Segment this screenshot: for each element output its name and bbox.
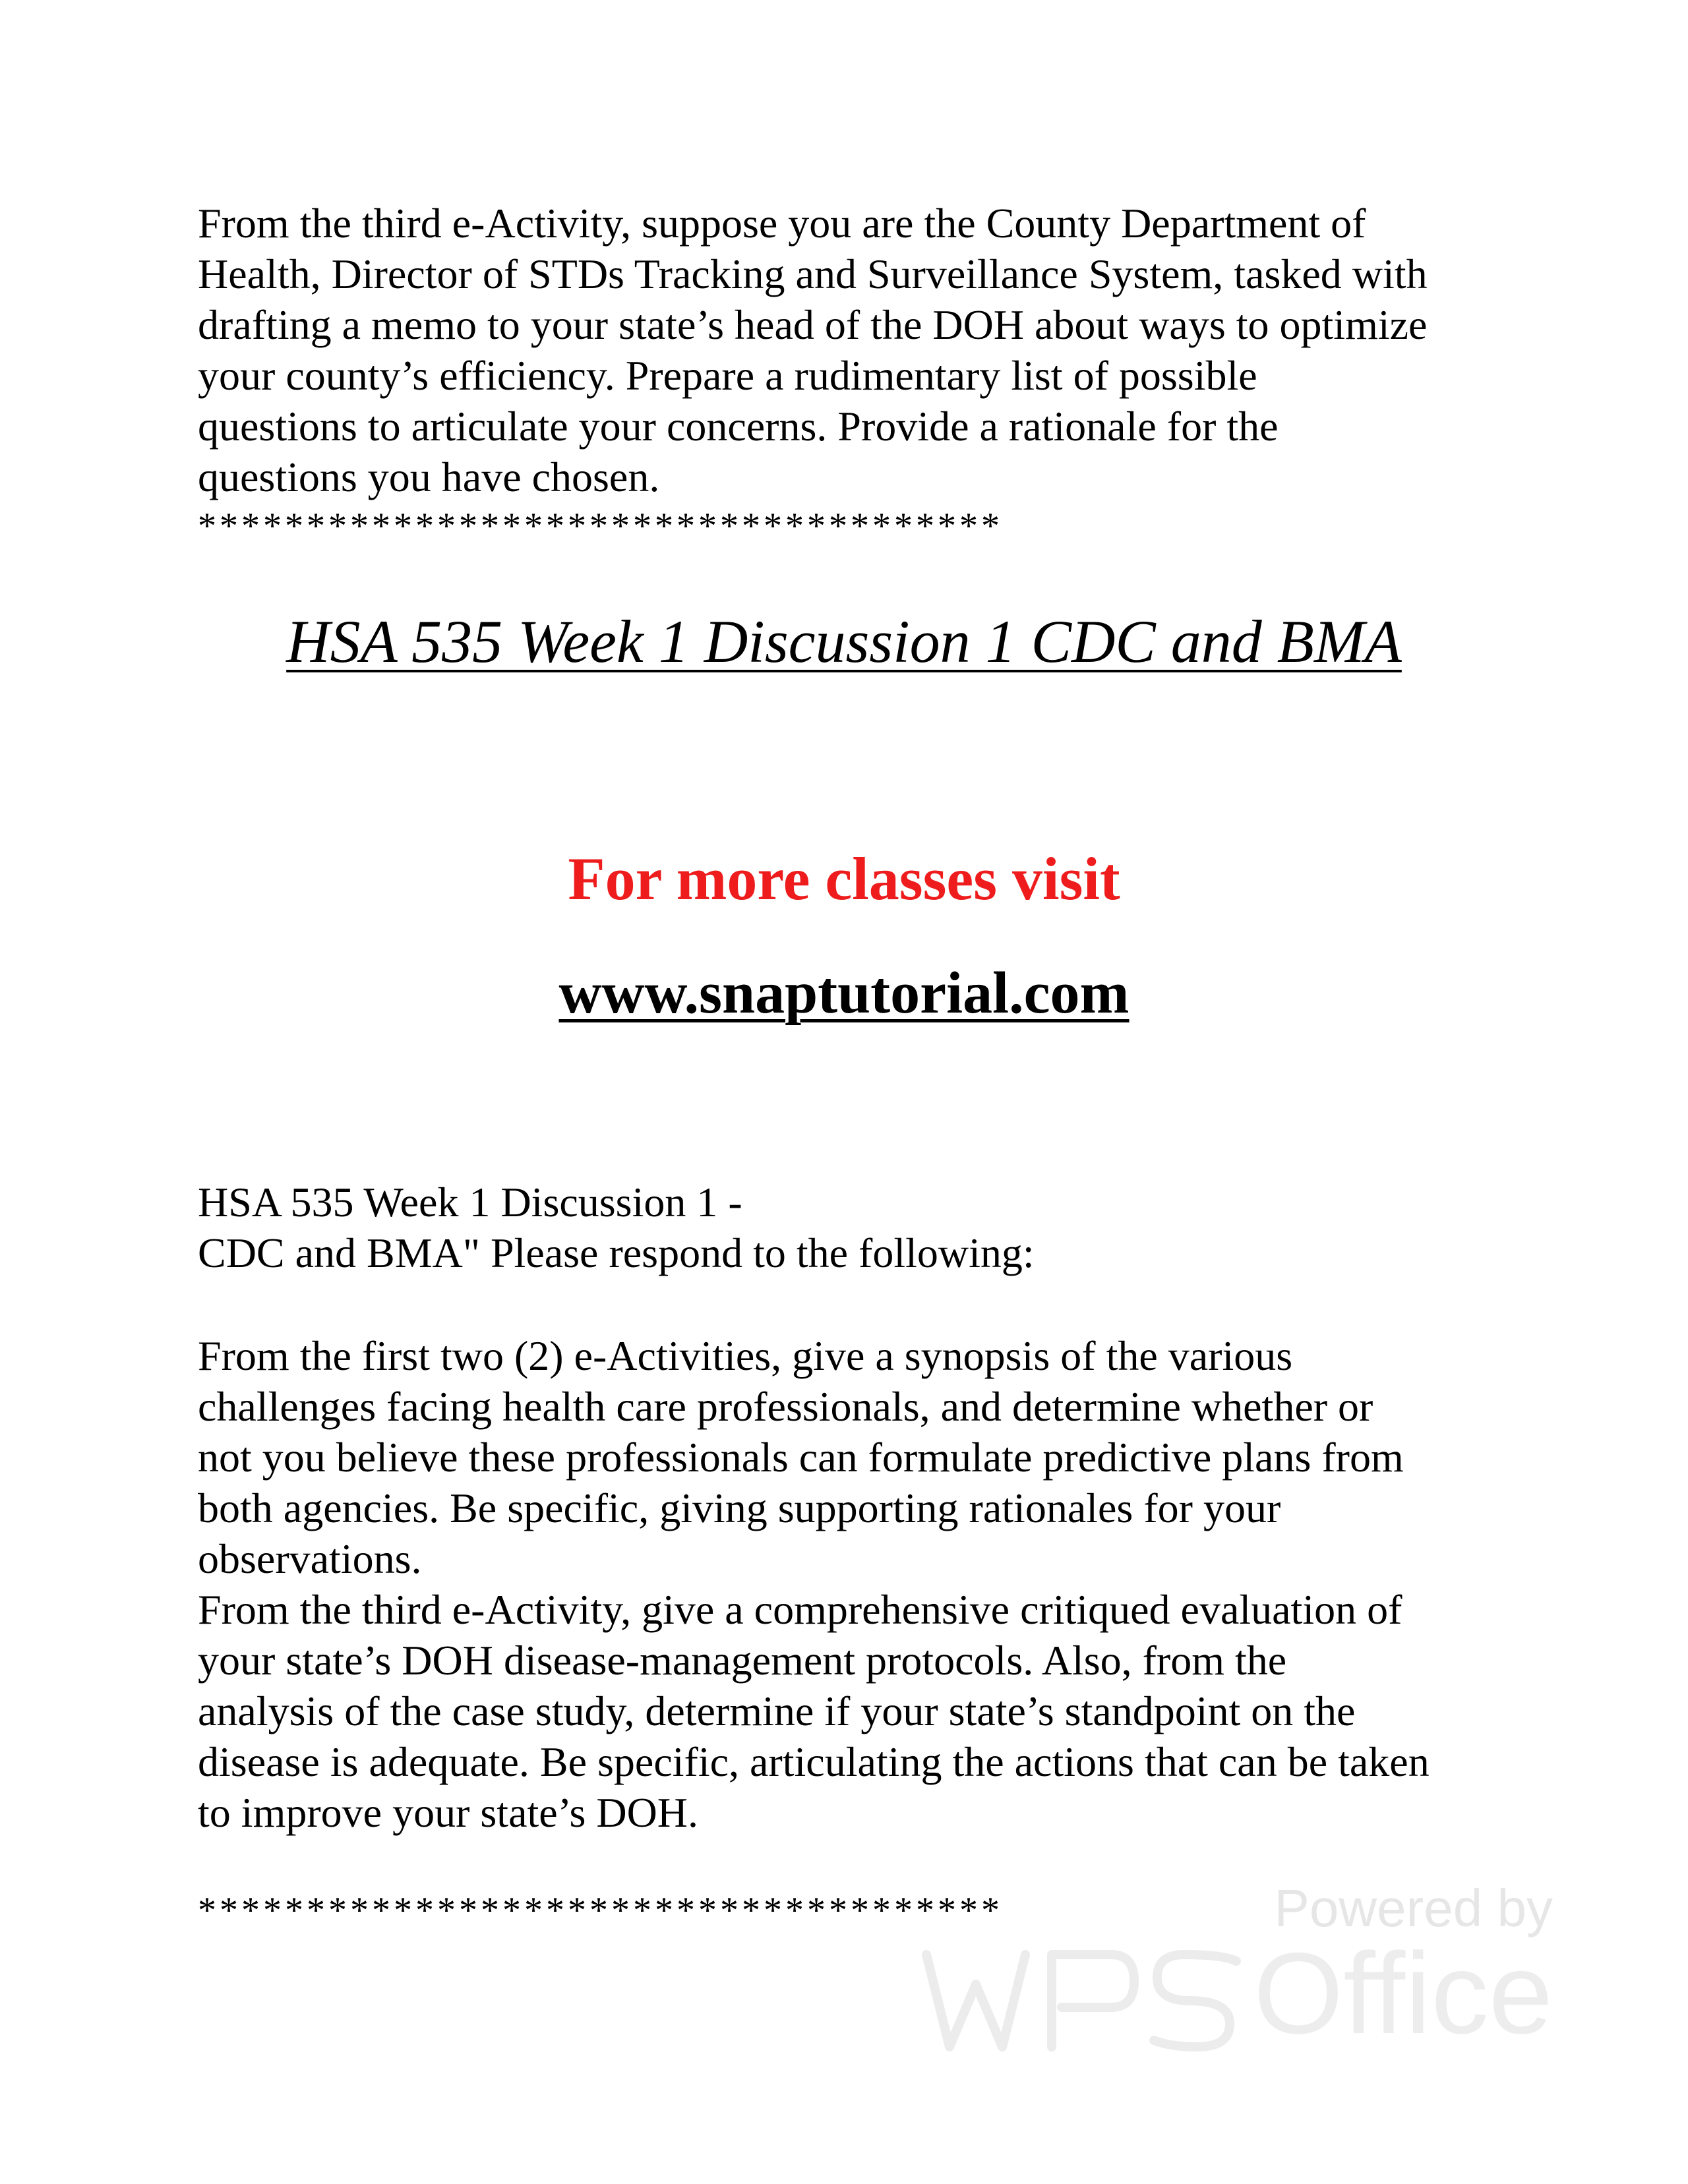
wps-logo-icon (920, 1945, 1250, 2057)
watermark-product: Office (1253, 1930, 1553, 2058)
heading-paragraph: HSA 535 Week 1 Discussion 1 - CDC and BMA" Please respond to the following: (198, 1179, 1035, 1276)
document-title: HSA 535 Week 1 Discussion 1 CDC and BMA (286, 608, 1402, 675)
intro-paragraph: From the third e-Activity, suppose you are the County Department of Health, Director of STDs Tracking and Surveillance System, tasked with drafting a memo to your state’s head of the DOH about ways to optimize your county’s efficiency. Prepare a rudimentary list of possible questions to articulate your concerns. Provide a rationale for the questions you have chosen. (198, 200, 1428, 500)
wps-office-watermark (920, 1879, 1553, 2057)
promo-text: For more classes visit (568, 845, 1120, 912)
separator-bottom: ************************************* (198, 1890, 1003, 1931)
separator-top: ************************************* (198, 506, 1003, 546)
watermark-powered-by: Powered by (1274, 1879, 1553, 1937)
promo-link[interactable]: www.snaptutorial.com (558, 960, 1130, 1026)
body-paragraph: From the first two (2) e-Activities, give a synopsis of the various challenges facing health care professionals, and determine whether or not you believe these professionals can formulate predictive plans from both agencies. Be specific, giving supporting rationales for your observations. From the third e-Activity, give a comprehensive critiqued evaluation of your state’s DOH disease-management protocols. Also, from the analysis of the case study, determine if your state’s standpoint on the disease is adequate. Be specific, articulating the actions that can be taken to improve your state’s DOH. (198, 1332, 1430, 1836)
